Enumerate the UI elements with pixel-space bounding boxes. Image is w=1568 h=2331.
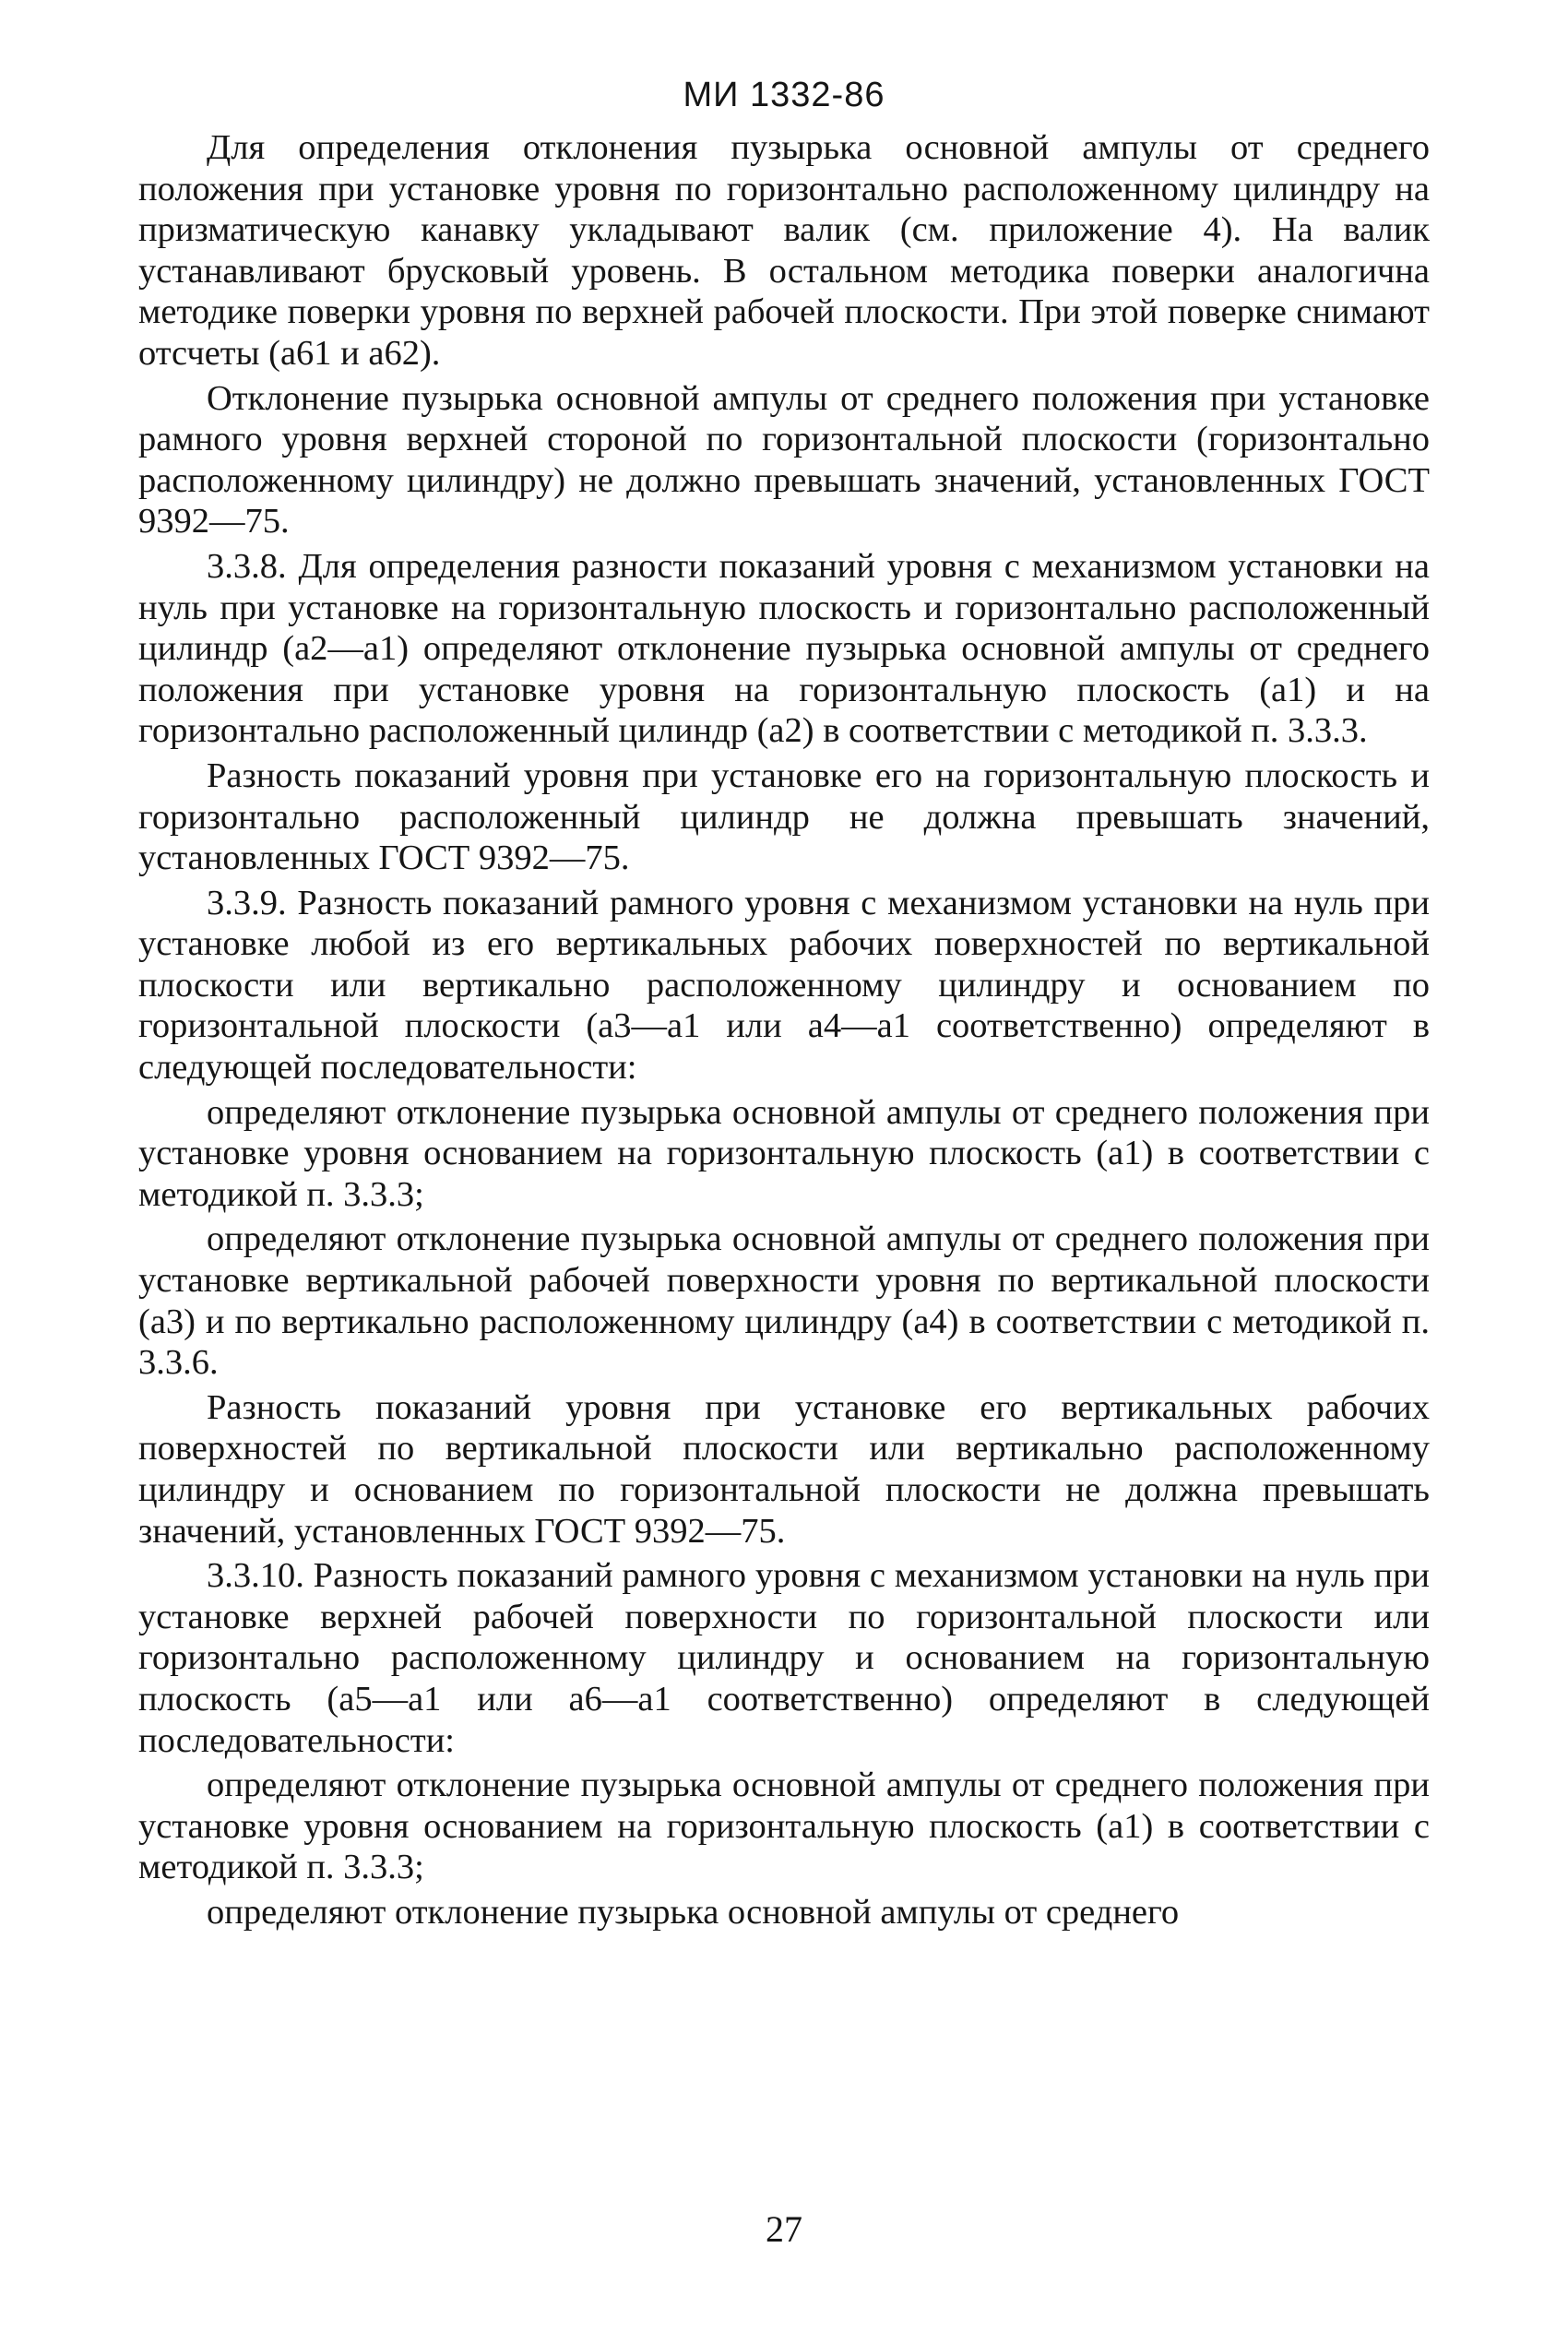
paragraph: определяют отклонение пузырька основной ампулы от среднего положения при установке уровня основанием на горизонтальную плоскость (a1) в соответствии с методикой п. 3.3.3;: [138, 1766, 1430, 1887]
paragraph: 3.3.9. Разность показаний рамного уровня с механизмом установки на нуль при установке любой из его вертикальных рабочих поверхностей по вертикальной плоскости или вертикально расположенному цилиндру и основанием по горизонтальной плоскости (a3—a1 или a4—a1 соответственно) определяют в следующей последовательности:: [138, 883, 1430, 1088]
body-text: [138, 127, 1430, 1937]
paragraph: Разность показаний уровня при установке его на горизонтальную плоскость и горизонтально расположенный цилиндр не должна превышать значений, установленных ГОСТ 9392—75.: [138, 755, 1430, 878]
paragraph: определяют отклонение пузырька основной ампулы от среднего положения при установке уровня основанием на горизонтальную плоскость (a1) в соответствии с методикой п. 3.3.3;: [138, 1092, 1430, 1214]
paragraph: определяют отклонение пузырька основной ампулы от среднего: [207, 1892, 1180, 1932]
paragraph: 3.3.8. Для определения разности показаний уровня с механизмом установки на нуль при установке на горизонтальную плоскость и горизонтально расположенный цилиндр (a2—a1) определяют отклонение пузырька основной ампулы от среднего положения при установке уровня на горизонтальную плоскость (a1) и на горизонтально расположенный цилиндр (a2) в соответствии с методикой п. 3.3.3.: [138, 546, 1430, 751]
paragraph: Для определения отклонения пузырька основной ампулы от среднего положения при установке уровня по горизонтально расположенному цилиндру на призматическую канавку укладывают валик (см. приложение 4). На валик устанавливают брусковый уровень. В остальном методика поверки аналогична методике поверки уровня по верхней рабочей плоскости. При этой поверке снимают отсчеты (a61 и a62).: [138, 128, 1430, 373]
paragraph: 3.3.10. Разность показаний рамного уровня с механизмом установки на нуль при установке верхней рабочей поверхности по горизонтальной плоскости или горизонтально расположенному цилиндру и основанием на горизонтальную плоскость (a5—a1 или a6—a1 соответственно) определяют в следующей последовательности:: [138, 1556, 1430, 1760]
paragraph: Разность показаний уровня при установке его вертикальных рабочих поверхностей по вертикальной плоскости или вертикально расположенному цилиндру и основанием по горизонтальной плоскости не должна превышать значений, установленных ГОСТ 9392—75.: [138, 1387, 1430, 1551]
paragraph: определяют отклонение пузырька основной ампулы от среднего положения при установке вертикальной рабочей поверхности уровня по вертикальной плоскости (a3) и по вертикально расположенному цилиндру (a4) в соответствии с методикой п. 3.3.6.: [138, 1219, 1430, 1383]
document-header: МИ 1332-86: [683, 76, 885, 114]
paragraph: Отклонение пузырька основной ампулы от среднего положения при установке рамного уровня верхней стороной по горизонтальной плоскости (горизонтально расположенному цилиндру) не должно превышать значений, установленных ГОСТ 9392—75.: [138, 378, 1430, 541]
page-number: 27: [766, 2208, 802, 2250]
